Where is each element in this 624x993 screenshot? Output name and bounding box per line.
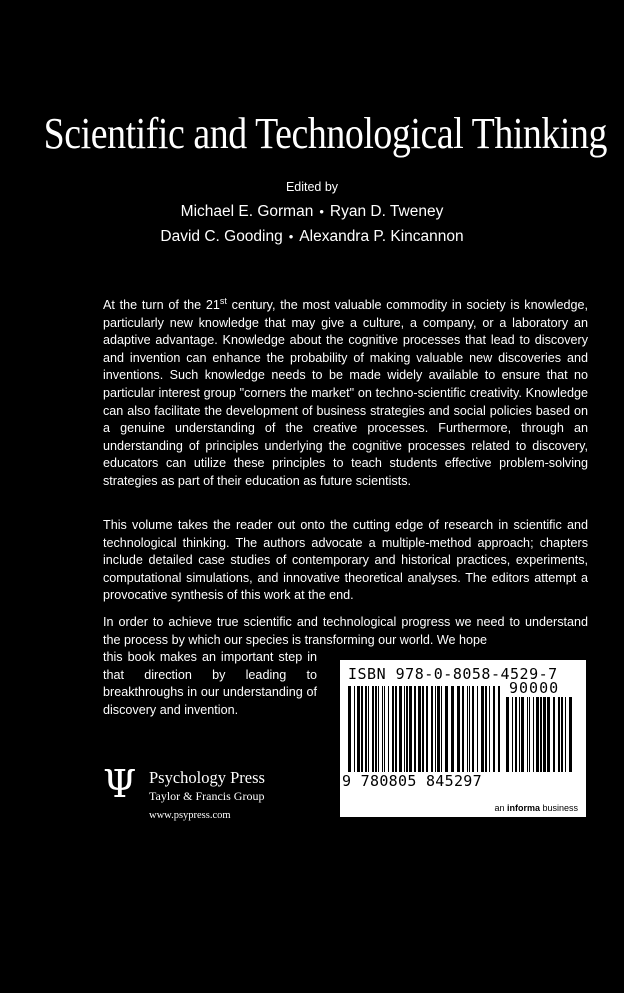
editor-name: Michael E. Gorman [180,203,314,220]
isbn-number: ISBN 978-0-8058-4529-7 [348,665,558,683]
description-paragraph-2: This volume takes the reader out onto the cutting edge of research in scientific and technological thinking. The authors advocate a multiple-method approach; chapters include detailed case studies of contemporary and historical practices, experiments, computational simulations, and innovative theoretical analyses. The editors attempt a provocative synthesis of this work at the end. [103,518,588,603]
publisher-group: Taylor & Francis Group [149,789,265,803]
informa-tagline [494,803,578,813]
paragraph-text: At the turn of the 21 [103,298,220,312]
tagline-text: business [539,803,578,813]
edited-by-label: Edited by [285,180,339,194]
editors-line-1 [0,203,624,221]
paragraph-text: century, the most valuable commodity in society is knowledge, particularly new knowledge that may give a culture, a company, or a laboratory an adaptive advantage. Knowledge about the cognitive processes that lead to discovery and invention can enhance the probability of making valuable new discoveries and inventions. Such knowledge needs to be made widely available to ensure that no particular interest group "corners the market" on techno-scientific creativity. Knowledge can also facilitate the development of business strategies and social policies based on a genuine understanding of the creative processes. Furthermore, through an understanding of principles underlying the cognitive processes related to discovery, educators can utilize these principles to teach students effective problem-solving strategies as part of their education as future scientists. [103,298,588,488]
description-paragraph-3-continued: this book makes an important step in that direction by leading to breakthroughs in our understanding of discovery and invention. [103,650,317,717]
description-paragraph-3: In order to achieve true scientific and technological progress we need to understand the process by which our species is transforming our world. We hope [103,615,588,647]
psi-logo-icon: Ψ [103,762,137,806]
ean-digits: 9 780805 845297 [342,772,482,790]
editor-name: Alexandra P. Kincannon [299,228,464,245]
editors-line-2 [0,228,624,246]
price-barcode-icon [506,697,572,772]
book-title: Scientific and Technological Thinking [43,109,607,158]
price-code: 90000 [509,679,560,697]
editor-name: Ryan D. Tweney [329,203,444,220]
barcode-panel [340,660,586,817]
ean-barcode-icon [348,686,500,772]
description-paragraph-1 [103,297,588,491]
tagline-text: an [494,803,507,813]
bullet-separator: • [288,229,294,244]
bullet-separator: • [319,204,324,219]
publisher-name: Psychology Press [149,768,265,787]
superscript: st [219,295,227,306]
tagline-brand: informa [506,803,540,813]
publisher-url: www.psypress.com [149,810,231,821]
editor-name: David C. Gooding [160,228,283,245]
